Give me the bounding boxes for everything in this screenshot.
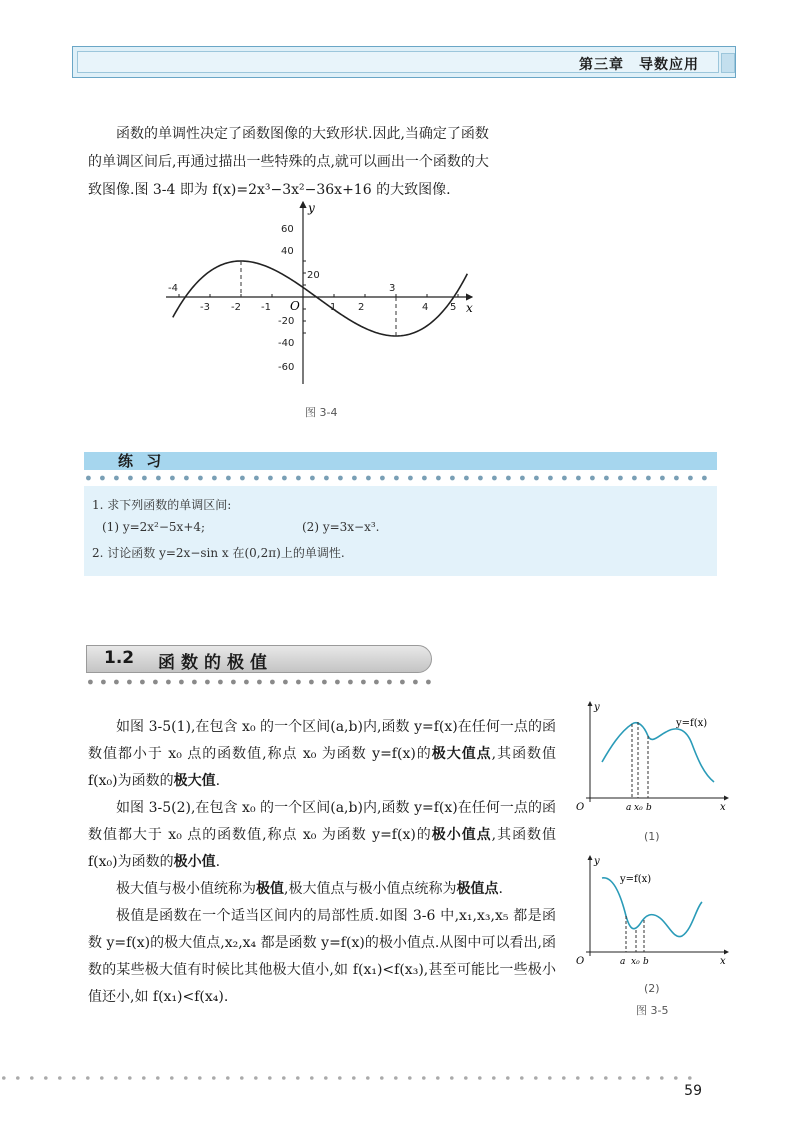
- exercise-q2: 2. 讨论函数 y=2x−sin x 在(0,2π)上的单调性.: [92, 546, 345, 560]
- divider-dot: [142, 1076, 146, 1080]
- divider-dot: [436, 1076, 440, 1080]
- intro-line-2: 的单调区间后,再通过描出一些特殊的点,就可以画出一个函数的大: [88, 154, 489, 170]
- divider-dot: [88, 680, 93, 685]
- divider-dot: [422, 1076, 426, 1080]
- divider-dot: [58, 1076, 62, 1080]
- divider-dot: [205, 680, 210, 685]
- x-tick-label: -2: [231, 302, 241, 313]
- divider-dot: [688, 476, 693, 481]
- divider-dot: [562, 476, 567, 481]
- chapter-title: 第三章 导数应用: [579, 57, 699, 73]
- divider-dot: [184, 476, 189, 481]
- divider-dot: [520, 1076, 524, 1080]
- divider-dot: [492, 476, 497, 481]
- x-axis-label: x: [720, 802, 726, 813]
- function-curve: [602, 878, 702, 937]
- divider-dot: [660, 476, 665, 481]
- divider-dot: [450, 1076, 454, 1080]
- x-tick-label: -3: [200, 302, 210, 313]
- section-title: 函数的极值: [158, 653, 273, 673]
- divider-dot: [387, 680, 392, 685]
- x-tick-label: -1: [261, 302, 271, 313]
- divider-dot: [436, 476, 441, 481]
- y-axis-label: y: [308, 201, 315, 215]
- divider-dot: [153, 680, 158, 685]
- divider-dot: [632, 476, 637, 481]
- footer-dot-divider: [0, 1074, 700, 1082]
- divider-dot: [394, 1076, 398, 1080]
- figure-3-5-2-graph: [568, 852, 738, 972]
- divider-dot: [257, 680, 262, 685]
- divider-dot: [562, 1076, 566, 1080]
- divider-dot: [646, 476, 651, 481]
- divider-dot: [140, 680, 145, 685]
- divider-dot: [506, 476, 511, 481]
- divider-dot: [548, 476, 553, 481]
- y-axis-label: y: [594, 702, 600, 713]
- paragraph-extremum-def: 极大值与极小值统称为极值,极大值点与极小值点统称为极值点.: [116, 881, 503, 897]
- divider-dot: [184, 1076, 188, 1080]
- divider-dot: [408, 476, 413, 481]
- tick-a: a: [626, 803, 632, 813]
- divider-dot: [114, 680, 119, 685]
- divider-dot: [192, 680, 197, 685]
- page-number: 59: [684, 1083, 702, 1099]
- divider-dot: [254, 476, 259, 481]
- divider-dot: [44, 1076, 48, 1080]
- x-tick-label: 4: [422, 302, 429, 313]
- intro-line-1: 函数的单调性决定了函数图像的大致形状.因此,当确定了函数: [116, 126, 489, 142]
- tick-b: b: [643, 957, 649, 967]
- figure-3-4-graph: [160, 198, 480, 388]
- divider-dot: [100, 1076, 104, 1080]
- divider-dot: [212, 476, 217, 481]
- x-tick-label: 1: [330, 302, 337, 313]
- divider-dot: [114, 1076, 118, 1080]
- divider-dot: [618, 1076, 622, 1080]
- divider-dot: [322, 680, 327, 685]
- exercise-q1-part1: (1) y=2x²−5x+4;: [102, 520, 206, 534]
- divider-dot: [156, 1076, 160, 1080]
- figure-3-5-2-label: (2): [644, 982, 660, 995]
- x-axis-label: x: [720, 956, 726, 967]
- origin-label: O: [576, 956, 585, 967]
- divider-dot: [268, 1076, 272, 1080]
- divider-dot: [338, 1076, 342, 1080]
- x-tick-label: 2: [358, 302, 365, 313]
- y-intercept-label: 20: [307, 270, 320, 281]
- section-dot-divider: [86, 678, 436, 686]
- divider-dot: [464, 476, 469, 481]
- divider-dot: [464, 1076, 468, 1080]
- divider-dot: [366, 1076, 370, 1080]
- divider-dot: [244, 680, 249, 685]
- figure-3-5-1-label: (1): [644, 830, 660, 843]
- divider-dot: [310, 1076, 314, 1080]
- divider-dot: [604, 1076, 608, 1080]
- divider-dot: [576, 1076, 580, 1080]
- x-axis-label: x: [466, 301, 473, 315]
- divider-dot: [520, 476, 525, 481]
- divider-dot: [86, 1076, 90, 1080]
- divider-dot: [72, 1076, 76, 1080]
- divider-dot: [282, 1076, 286, 1080]
- divider-dot: [212, 1076, 216, 1080]
- divider-dot: [618, 476, 623, 481]
- divider-dot: [283, 680, 288, 685]
- y-tick-label: -60: [278, 362, 295, 373]
- func-label: y=f(x): [676, 718, 708, 729]
- y-tick-label: 60: [281, 224, 294, 235]
- divider-dot: [380, 1076, 384, 1080]
- x-tick-label-3: 3: [389, 283, 396, 294]
- tick-x0: x₀: [634, 803, 643, 813]
- divider-dot: [688, 1076, 692, 1080]
- exercise-header-bar: [84, 452, 717, 470]
- divider-dot: [170, 476, 175, 481]
- header-tab-marker: [721, 53, 735, 73]
- divider-dot: [646, 1076, 650, 1080]
- divider-dot: [198, 476, 203, 481]
- section-number: 1.2: [104, 648, 135, 668]
- divider-dot: [16, 1076, 20, 1080]
- divider-dot: [478, 476, 483, 481]
- paragraph-local-property: 极值是函数在一个适当区间内的局部性质.如图 3-6 中,x₁,x₃,x₅ 都是函数 y=f(x)的极大值点,x₂,x₄ 都是函数 y=f(x)的极小值点.从图中可以看出,函数的某些极大值有时候比其他极大值小,如 f(x₁)<f(x₃),甚至可能比一些极小值还小,如 f(x₁)<f(x₄).: [88, 908, 556, 1005]
- exercise-box: [84, 486, 717, 576]
- y-tick-label: 40: [281, 246, 294, 257]
- divider-dot: [114, 476, 119, 481]
- divider-dot: [240, 476, 245, 481]
- divider-dot: [352, 476, 357, 481]
- divider-dot: [296, 1076, 300, 1080]
- divider-dot: [335, 680, 340, 685]
- page-header: [72, 46, 736, 78]
- divider-dot: [534, 1076, 538, 1080]
- divider-dot: [309, 680, 314, 685]
- exercise-title: 练 习: [118, 452, 166, 470]
- function-curve: [173, 261, 468, 336]
- divider-dot: [101, 680, 106, 685]
- tick-a: a: [620, 957, 626, 967]
- divider-dot: [166, 680, 171, 685]
- divider-dot: [100, 476, 105, 481]
- figure-3-4-caption: 图 3-4: [305, 406, 338, 419]
- divider-dot: [674, 1076, 678, 1080]
- divider-dot: [394, 476, 399, 481]
- divider-dot: [361, 680, 366, 685]
- divider-dot: [324, 476, 329, 481]
- divider-dot: [198, 1076, 202, 1080]
- divider-dot: [674, 476, 679, 481]
- function-curve: [602, 723, 714, 782]
- divider-dot: [179, 680, 184, 685]
- divider-dot: [128, 476, 133, 481]
- divider-dot: [231, 680, 236, 685]
- divider-dot: [492, 1076, 496, 1080]
- tick-b: b: [646, 803, 652, 813]
- y-axis-label: y: [594, 856, 600, 867]
- divider-dot: [2, 1076, 6, 1080]
- divider-dot: [240, 1076, 244, 1080]
- func-label: y=f(x): [620, 874, 652, 885]
- origin-label: O: [576, 802, 585, 813]
- divider-dot: [352, 1076, 356, 1080]
- divider-dot: [282, 476, 287, 481]
- divider-dot: [268, 476, 273, 481]
- divider-dot: [142, 476, 147, 481]
- divider-dot: [632, 1076, 636, 1080]
- divider-dot: [310, 476, 315, 481]
- divider-dot: [534, 476, 539, 481]
- divider-dot: [296, 476, 301, 481]
- figure-3-5-1-graph: [568, 698, 738, 818]
- divider-dot: [226, 476, 231, 481]
- y-tick-label: -20: [278, 316, 295, 327]
- divider-dot: [254, 1076, 258, 1080]
- exercise-q1: 1. 求下列函数的单调区间:: [92, 498, 232, 512]
- divider-dot: [590, 1076, 594, 1080]
- divider-dot: [324, 1076, 328, 1080]
- divider-dot: [380, 476, 385, 481]
- divider-dot: [30, 1076, 34, 1080]
- divider-dot: [127, 680, 132, 685]
- exercise-q1-part2: (2) y=3x−x³.: [302, 520, 380, 534]
- paragraph-local-min: 如图 3-5(2),在包含 x₀ 的一个区间(a,b)内,函数 y=f(x)在任何一点的函数值都大于 x₀ 点的函数值,称点 x₀ 为函数 y=f(x)的极小值点,其函数值 f(x₀)为函数的极小值.: [88, 800, 557, 870]
- divider-dot: [702, 476, 707, 481]
- divider-dot: [218, 680, 223, 685]
- divider-dot: [128, 1076, 132, 1080]
- divider-dot: [338, 476, 343, 481]
- divider-dot: [413, 680, 418, 685]
- intro-line-3: 致图像.图 3-4 即为 f(x)=2x³−3x²−36x+16 的大致图像.: [88, 182, 451, 198]
- divider-dot: [604, 476, 609, 481]
- divider-dot: [374, 680, 379, 685]
- divider-dot: [426, 680, 431, 685]
- paragraph-local-max: 如图 3-5(1),在包含 x₀ 的一个区间(a,b)内,函数 y=f(x)在任何一点的函数值都小于 x₀ 点的函数值,称点 x₀ 为函数 y=f(x)的极大值点,其函数值 f(x₀)为函数的极大值.: [88, 719, 557, 789]
- body-text: [88, 714, 556, 1011]
- x-tick-label-neg4: -4: [168, 283, 178, 294]
- origin-label: O: [290, 299, 300, 313]
- divider-dot: [422, 476, 427, 481]
- divider-dot: [86, 476, 91, 481]
- divider-dot: [450, 476, 455, 481]
- divider-dot: [478, 1076, 482, 1080]
- divider-dot: [590, 476, 595, 481]
- intro-paragraph: [88, 120, 712, 204]
- divider-dot: [400, 680, 405, 685]
- divider-dot: [548, 1076, 552, 1080]
- exercise-dot-divider: [84, 474, 717, 482]
- divider-dot: [170, 1076, 174, 1080]
- divider-dot: [296, 680, 301, 685]
- divider-dot: [348, 680, 353, 685]
- tick-x0: x₀: [631, 957, 640, 967]
- divider-dot: [270, 680, 275, 685]
- divider-dot: [576, 476, 581, 481]
- divider-dot: [408, 1076, 412, 1080]
- figure-3-5-caption: 图 3-5: [636, 1004, 669, 1017]
- y-tick-label: -40: [278, 338, 295, 349]
- divider-dot: [226, 1076, 230, 1080]
- divider-dot: [366, 476, 371, 481]
- divider-dot: [660, 1076, 664, 1080]
- divider-dot: [156, 476, 161, 481]
- x-tick-label-5: 5: [450, 302, 457, 313]
- divider-dot: [506, 1076, 510, 1080]
